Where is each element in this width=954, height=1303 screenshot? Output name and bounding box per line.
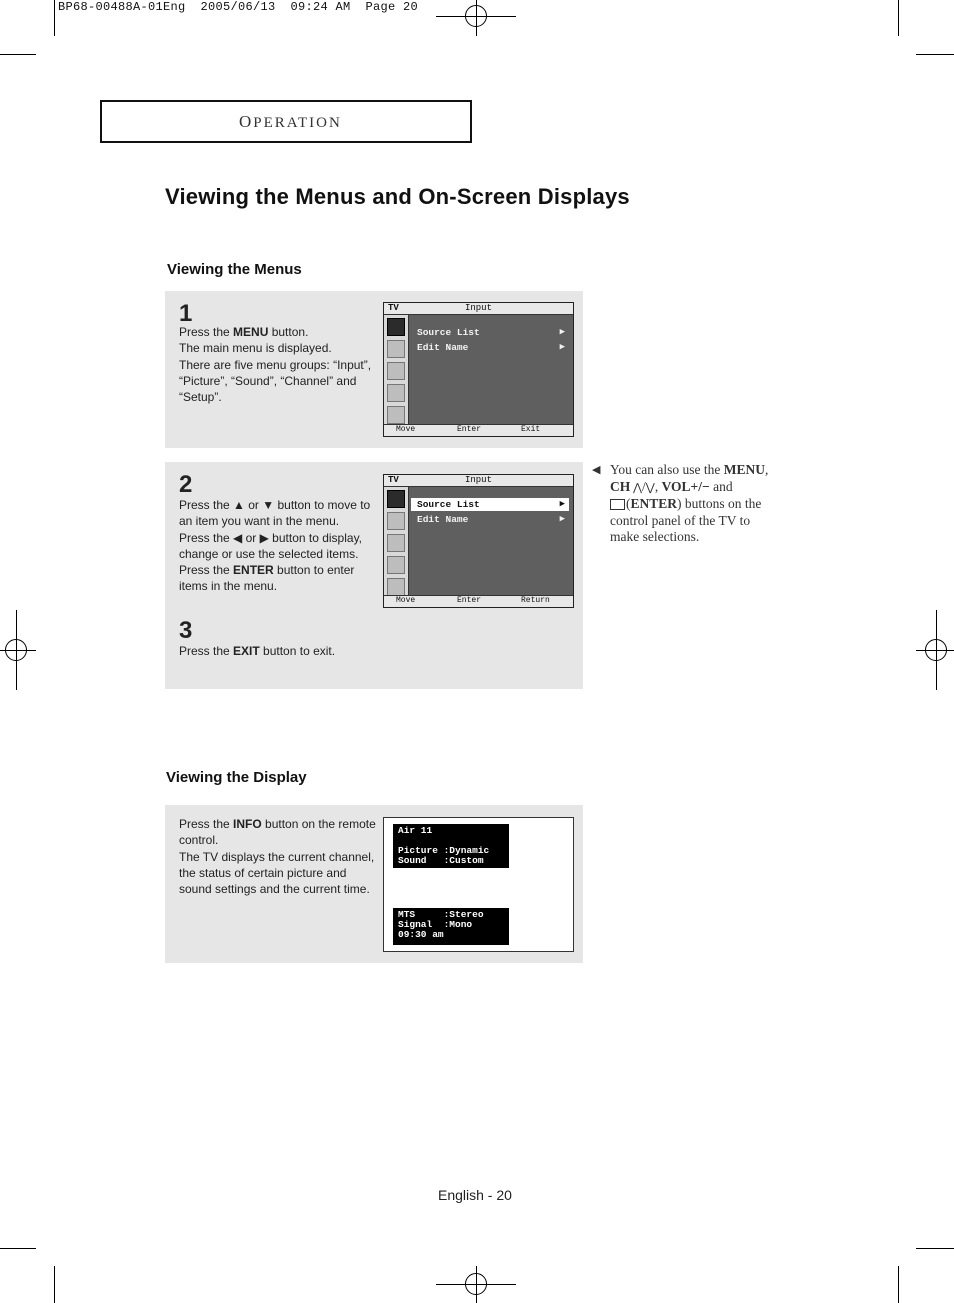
input-icon bbox=[387, 318, 405, 336]
section-label: OPERATION bbox=[239, 112, 342, 131]
sound-icon bbox=[387, 362, 405, 380]
page-title: Viewing the Menus and On-Screen Displays bbox=[165, 184, 630, 209]
step1-text: Press the MENU button. The main menu is displayed. There are five menu groups: “Input”, “Picture”, “Sound”, “Channel” and “Setup”. bbox=[179, 325, 372, 405]
channel-icon bbox=[387, 384, 405, 402]
osd-title-bar: TV Input bbox=[384, 303, 573, 315]
step-number: 3 bbox=[179, 617, 193, 644]
sound-icon bbox=[387, 534, 405, 552]
osd-title-bar: TV Input bbox=[384, 475, 573, 487]
audio-info-box: MTS :Stereo Signal :Mono 09:30 am bbox=[393, 908, 509, 945]
osd-footer: Move Enter Exit bbox=[384, 424, 573, 436]
tv-menu-screen bbox=[383, 474, 574, 608]
right-arrow-icon: ▶ bbox=[559, 342, 565, 352]
crop-mark bbox=[54, 0, 55, 36]
side-note: ◀ You can also use the MENU, CH ⋀/⋁, VOL+/− and (ENTER) buttons on the control panel of the TV to make selections. bbox=[592, 462, 769, 544]
tv-display-screen bbox=[383, 817, 574, 952]
display-text: Press the INFO button on the remote control. The TV displays the current channel, the status of certain picture and sound settings and the current time. bbox=[179, 817, 376, 897]
registration-mark bbox=[925, 639, 947, 661]
enter-icon bbox=[610, 499, 625, 510]
section-header bbox=[100, 100, 472, 143]
crop-mark bbox=[54, 1266, 55, 1303]
step3-text: Press the EXIT button to exit. bbox=[179, 644, 336, 658]
crop-mark bbox=[898, 1266, 899, 1303]
channel-icon bbox=[387, 556, 405, 574]
chevron-up-icon: ⋀ bbox=[630, 481, 643, 494]
channel-info-box: Air 11 Picture :Dynamic Sound :Custom bbox=[393, 824, 509, 868]
osd-footer: Move Enter Return bbox=[384, 595, 573, 607]
osd-sidebar bbox=[384, 315, 409, 424]
step-number: 1 bbox=[179, 300, 193, 327]
page-footer: English - 20 bbox=[438, 1187, 512, 1203]
right-arrow-icon: ▶ bbox=[559, 514, 565, 524]
right-arrow-icon: ▶ bbox=[559, 499, 565, 509]
step-number: 2 bbox=[179, 471, 193, 498]
print-header: BP68-00488A-01Eng 2005/06/13 09:24 AM Page 20 bbox=[58, 0, 419, 14]
step2-panel bbox=[165, 462, 583, 689]
step2-text: Press the ▲ or ▼ button to move to an item you want in the menu. Press the ◀ or ▶ button to display, change or use the selected items. Press the ENTER button to enter items in the menu. bbox=[179, 498, 371, 594]
setup-icon bbox=[387, 578, 405, 596]
input-icon bbox=[387, 490, 405, 508]
menu-item-source-list: Source List bbox=[417, 327, 480, 338]
crop-mark bbox=[916, 1248, 954, 1249]
picture-icon bbox=[387, 340, 405, 358]
menu-item-edit-name: Edit Name bbox=[417, 342, 469, 353]
left-arrow-icon: ◀ bbox=[592, 464, 601, 476]
crop-mark bbox=[898, 0, 899, 36]
section-heading-display: Viewing the Display bbox=[166, 769, 307, 786]
crop-mark bbox=[0, 54, 36, 55]
right-arrow-icon: ▶ bbox=[559, 327, 565, 337]
picture-icon bbox=[387, 512, 405, 530]
tv-menu-screen bbox=[383, 302, 574, 437]
setup-icon bbox=[387, 406, 405, 424]
menu-item-source-list: Source List bbox=[417, 499, 480, 510]
display-panel bbox=[165, 805, 583, 963]
registration-mark bbox=[5, 639, 27, 661]
registration-mark bbox=[465, 5, 487, 27]
chevron-down-icon: ⋁ bbox=[645, 481, 655, 494]
crop-mark bbox=[0, 1248, 36, 1249]
registration-mark bbox=[465, 1273, 487, 1295]
section-heading-menus: Viewing the Menus bbox=[167, 261, 302, 278]
menu-item-edit-name: Edit Name bbox=[417, 514, 469, 525]
step1-panel bbox=[165, 291, 583, 448]
osd-sidebar bbox=[384, 487, 409, 595]
crop-mark bbox=[916, 54, 954, 55]
